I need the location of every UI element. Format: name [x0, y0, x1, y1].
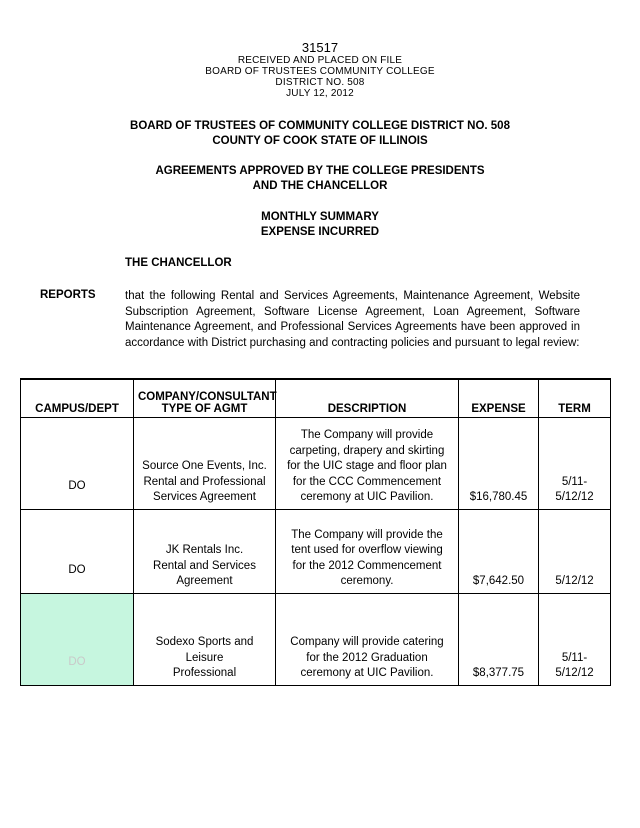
company-line: Rental and Services — [153, 559, 256, 572]
cell-description — [276, 417, 459, 509]
cell-expense: $7,642.50 — [459, 509, 539, 593]
table-row — [21, 593, 611, 685]
table-header-row — [21, 379, 611, 417]
reports-paragraph: that the following Rental and Services Agreements, Maintenance Agreement, Website Subscription Agreement, Software License Agreement, Loan Agreement, Software Maintenance Agreement, and Professional Services Agreements have been approved in accordance with District purchasing and contracting policies and pursuant to legal review: — [125, 290, 580, 349]
col-header-campus: CAMPUS/DEPT — [21, 379, 134, 417]
reports-label: REPORTS — [40, 289, 96, 301]
cell-term — [539, 509, 611, 593]
company-line: JK Rentals Inc. — [165, 544, 244, 556]
description-line: for the 2012 Commencement — [292, 559, 442, 572]
cell-company — [134, 593, 276, 685]
description-line: ceremony. — [340, 575, 394, 587]
company-line: Agreement — [176, 575, 233, 587]
summary-title-line1: MONTHLY SUMMARY — [261, 211, 379, 223]
summary-title-line2: EXPENSE INCURRED — [260, 226, 380, 238]
agreements-title-line2: AND THE CHANCELLOR — [252, 180, 388, 192]
company-line: Leisure — [185, 651, 224, 664]
stamp-line: BOARD OF TRUSTEES COMMUNITY COLLEGE — [205, 66, 435, 77]
cell-company — [134, 509, 276, 593]
cell-campus[interactable]: DO — [21, 593, 134, 685]
description-line: for the CCC Commencement — [292, 475, 442, 488]
term-line: 5/11- — [561, 475, 588, 488]
stamp-line: DISTRICT NO. 508 — [275, 77, 365, 88]
chancellor-heading: THE CHANCELLOR — [125, 257, 232, 269]
company-line: Source One Events, Inc. — [142, 460, 267, 472]
description-line: ceremony at UIC Pavilion. — [300, 491, 434, 503]
cell-campus: DO — [21, 509, 134, 593]
agreements-table — [20, 378, 611, 686]
description-line: for the 2012 Graduation — [306, 651, 428, 664]
cell-expense: $16,780.45 — [459, 417, 539, 509]
description-line: The Company will provide the — [291, 528, 443, 541]
term-line: 5/12/12 — [555, 575, 594, 587]
description-line: The Company will provide — [300, 429, 434, 441]
company-line: Rental and Professional — [143, 475, 266, 488]
company-line: Sodexo Sports and — [155, 636, 254, 648]
col-header-company-line2: TYPE OF AGMT — [161, 402, 248, 415]
summary-heading — [0, 210, 640, 240]
description-line: Company will provide catering — [290, 636, 444, 648]
cell-term — [539, 593, 611, 685]
agreements-title-line1: AGREEMENTS APPROVED BY THE COLLEGE PRESIDENTS — [155, 165, 485, 177]
cell-description — [276, 509, 459, 593]
description-line: ceremony at UIC Pavilion. — [300, 667, 434, 679]
agreements-heading — [0, 164, 640, 194]
stamp-date: JULY 12, 2012 — [286, 88, 354, 99]
col-header-term: TERM — [539, 379, 611, 417]
stamp-line: RECEIVED AND PLACED ON FILE — [237, 55, 403, 66]
cell-description — [276, 593, 459, 685]
col-header-expense: EXPENSE — [459, 379, 539, 417]
term-line: 5/12/12 — [555, 491, 594, 503]
board-title: BOARD OF TRUSTEES OF COMMUNITY COLLEGE DISTRICT NO. 508 — [130, 120, 510, 132]
cell-expense: $8,377.75 — [459, 593, 539, 685]
cell-campus: DO — [21, 417, 134, 509]
cell-company — [134, 417, 276, 509]
term-line: 5/11- — [561, 651, 588, 664]
col-header-company — [134, 379, 276, 417]
company-line: Services Agreement — [153, 491, 256, 503]
document-number: 31517 — [301, 40, 339, 55]
table-row — [21, 417, 611, 509]
company-line: Professional — [172, 667, 237, 679]
description-line: tent used for overflow viewing — [291, 544, 443, 556]
board-heading — [0, 119, 640, 149]
table-row — [21, 509, 611, 593]
description-line: carpeting, drapery and skirting — [289, 444, 445, 457]
received-stamp — [0, 40, 640, 99]
cell-term — [539, 417, 611, 509]
col-header-company-line1: COMPANY/CONSULTANT — [138, 390, 277, 403]
county-title: COUNTY OF COOK STATE OF ILLINOIS — [212, 135, 428, 147]
description-line: for the UIC stage and floor plan — [287, 460, 447, 472]
term-line: 5/12/12 — [555, 667, 594, 679]
col-header-description: DESCRIPTION — [276, 379, 459, 417]
